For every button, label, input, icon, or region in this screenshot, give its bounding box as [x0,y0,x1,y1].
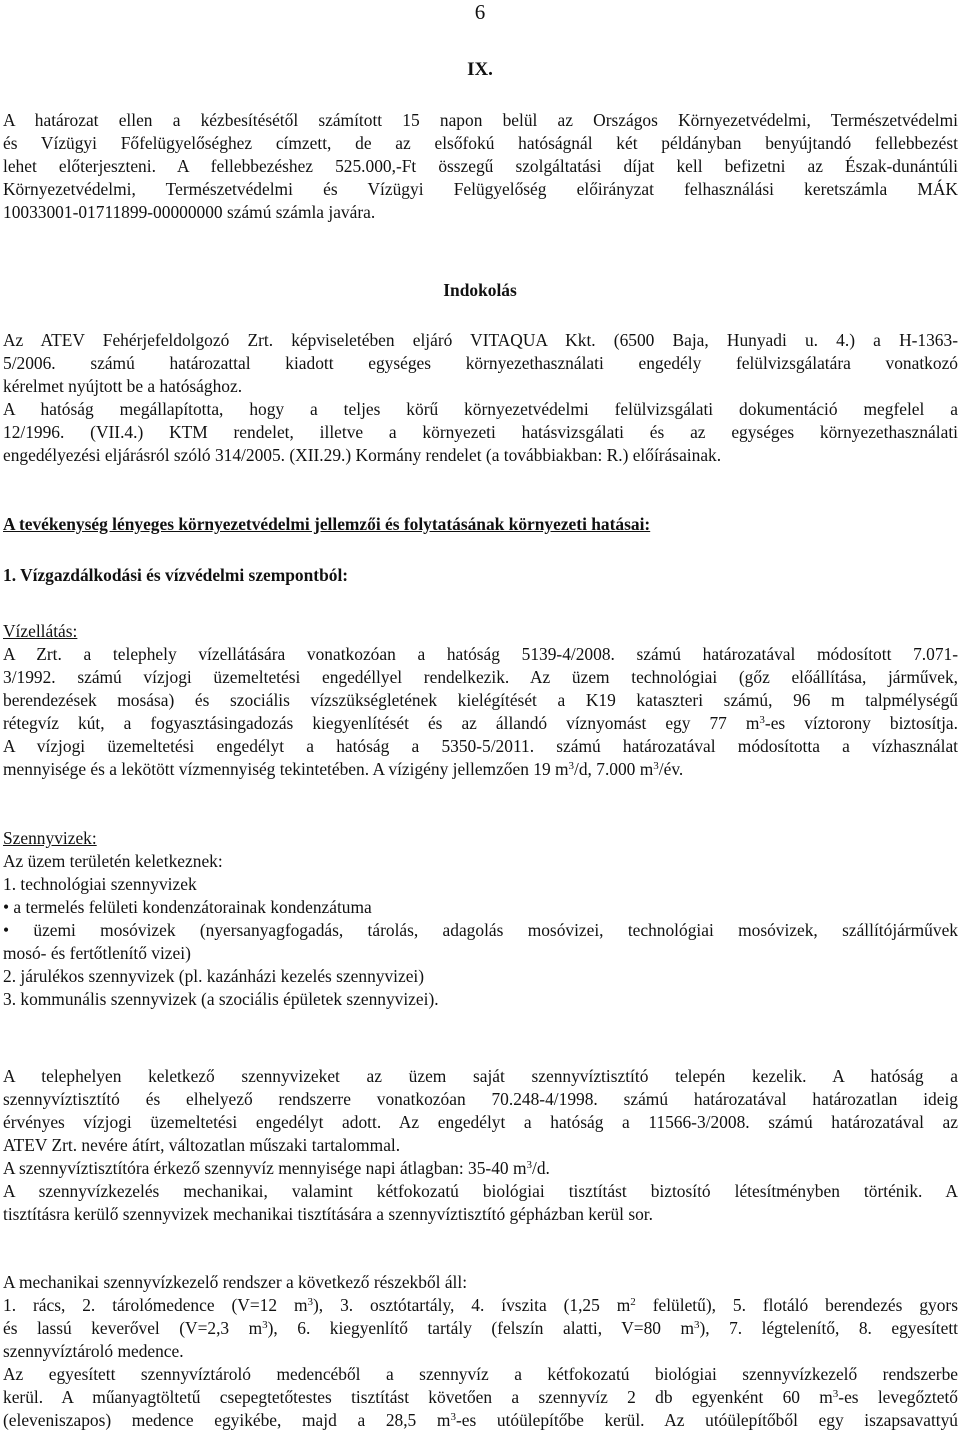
szennyvizek-section: Szennyvizek: Az üzem területén keletkeznek: 1. technológiai szennyvizek • a termelés felületi kondenzátorainak kondenzátuma • üzemi mosóvizek (nyersanyagfogadás, tárolás, adagolás mosóvizei, technológiai mosóvizek, szállítójárművek mosó- és fertőtlenítő vizei) 2. járulékos szennyvizek (pl. kazánházi kezelés szennyvizei) 3. kommunális szennyvizek (a szociális épületek szennyvizei). [3,828,958,1009]
appeal-paragraph: A határozat ellen a kézbesítésétől számított 15 napon belül az Országos Környezetvédelmi, Természetvédelmi és Vízügyi Főfelügyelőséghez címzett, de az elsőfokú hatóságnál két példányban benyújtandó fellebbezést lehet előterjeszteni. A fellebbezéshez 525.000,-Ft összegű szolgáltatási díjat kell befizetni az Észak-dunántúli Környezetvédelmi, Természetvédelmi és Vízügyi Felügyelőség előirányzat felhasználási keretszámla MÁK 10033001-01711899-00000000 számú számla javára. [3,110,958,222]
section-number: IX. [467,59,493,80]
page-number: 6 [474,0,486,24]
treatment-paragraph: A telephelyen keletkező szennyvizeket az üzem saját szennyvíztisztító telepén kezelik. A hatóság a szennyvíztisztító és elhelyező rendszerre vonatkozóan 70.248-4/1998. számú határozatával határozatlan ideig érvényes vízjogi üzemeltetési engedélyt adott. Az engedélyt a hatóság a 11566-3/2008. számú határozatával az ATEV Zrt. nevére átírt, változatlan műszaki tartalommal. A szennyvíztisztítóra érkező szennyvíz mennyisége napi átlagban: 35-40 $m^3/d$. A szennyvízkezelés mechanikai, valamint kétfokozatú biológiai tisztítást biztosító létesítményben történik. A tisztításra kerülő szennyvizek mechanikai tisztítására a szennyvíztisztító gépházban kerül sor. [3,1066,958,1224]
list-item: • üzemi mosóvizek (nyersanyagfogadás, tárolás, adagolás mosóvizei, technológiai mosóvizek, szállítójárművek [3,920,958,940]
list-item: 2. járulékos szennyvizek (pl. kazánházi kezelés szennyvizei) [3,966,425,986]
vizellatas-section: Vízellátás: A Zrt. a telephely vízellátására vonatkozóan a hatóság 5139-4/2008. számú határozatával módosított 7.071- 3/1992. számú vízjogi üzemeltetési engedéllyel rendelkezik. Az üzem technológiai (gőz előállítása, járművek, berendezések mosása) és szociális vízszükségletének kielégítését a K19 kataszteri számú, 96 m talpmélységű rétegvíz kút, a fogyasztásingadozás kiegyenlítését és az állandó víznyomást egy 77 $m^3-es$ víztorony biztosítja. A vízjogi üzemeltetési engedélyt a hatóság a 5350-5/2011. számú határozatával módosította a vízhasználat mennyisége és a lekötött vízmennyiség tekintetében. A vízigény jellemzően 19 $m^3/d$, 7.000 $m^3/év$. [3,621,959,779]
list-item: • a termelés felületi kondenzátorainak kondenzátuma [3,897,372,917]
mechanical-paragraph: A mechanikai szennyvízkezelő rendszer a következő részekből áll: 1. rács, 2. tárolómedence (V=12 $m^3$), 3. osztótartály, 4. ívszita (1,25 $m^2$ felületű), 5. flotáló berendezés gyors és lassú keverővel (V=2,3 $m^3$), 6. kiegyenlítő tartály (felszín alatti, V=80 $m^3$), 7. légtelenítő, 8. egyesített szennyvíztároló medence. Az egyesített szennyvíztároló medencéből a szennyvíz a kétfokozatú biológiai szennyvízkezelő rendszerbe kerül. A műanyagtöltetű csepegtetőtestes tisztítást követően a szennyvíz 2 db egyenként 60 $m^3-es$ levegőztető (eleveniszapos) medence egyikébe, majd a 28,5 $m^3-es$ utóülepítőbe kerül. Az utóülepítőből egy iszapsavattyú [3,1272,958,1430]
heading-indokolas: Indokolás [443,280,517,300]
list-item: 1. technológiai szennyvizek [3,874,197,894]
szennyvizek-title: Szennyvizek: [3,828,97,848]
heading-activity: A tevékenység lényeges környezetvédelmi jellemzői és folytatásának környezeti hatásai: [3,514,651,534]
heading-water: 1. Vízgazdálkodási és vízvédelmi szempontból: [3,565,349,585]
intro-paragraph: Az ATEV Fehérjefeldolgozó Zrt. képviseletében eljáró VITAQUA Kkt. (6500 Baja, Hunyadi u. 4.) a H-1363- 5/2006. számú határozattal kiadott egységes környezethasználati engedély felülvizsgálatára vonatkozó kérelmet nyújtott be a hatósághoz. A hatóság megállapította, hogy a teljes körű környezetvédelmi felülvizsgálati dokumentáció megfelel a 12/1996. (VII.4.) KTM rendelet, illetve a környezeti hatásvizsgálati és az egységes környezethasználati engedélyezési eljárásról szóló 314/2005. (XII.29.) Kormány rendelet (a továbbiakban: R.) előírásainak. [3,330,958,465]
list-item: 3. kommunális szennyvizek (a szociális épületek szennyvizei). [3,989,439,1009]
vizellatas-title: Vízellátás: [3,621,78,641]
